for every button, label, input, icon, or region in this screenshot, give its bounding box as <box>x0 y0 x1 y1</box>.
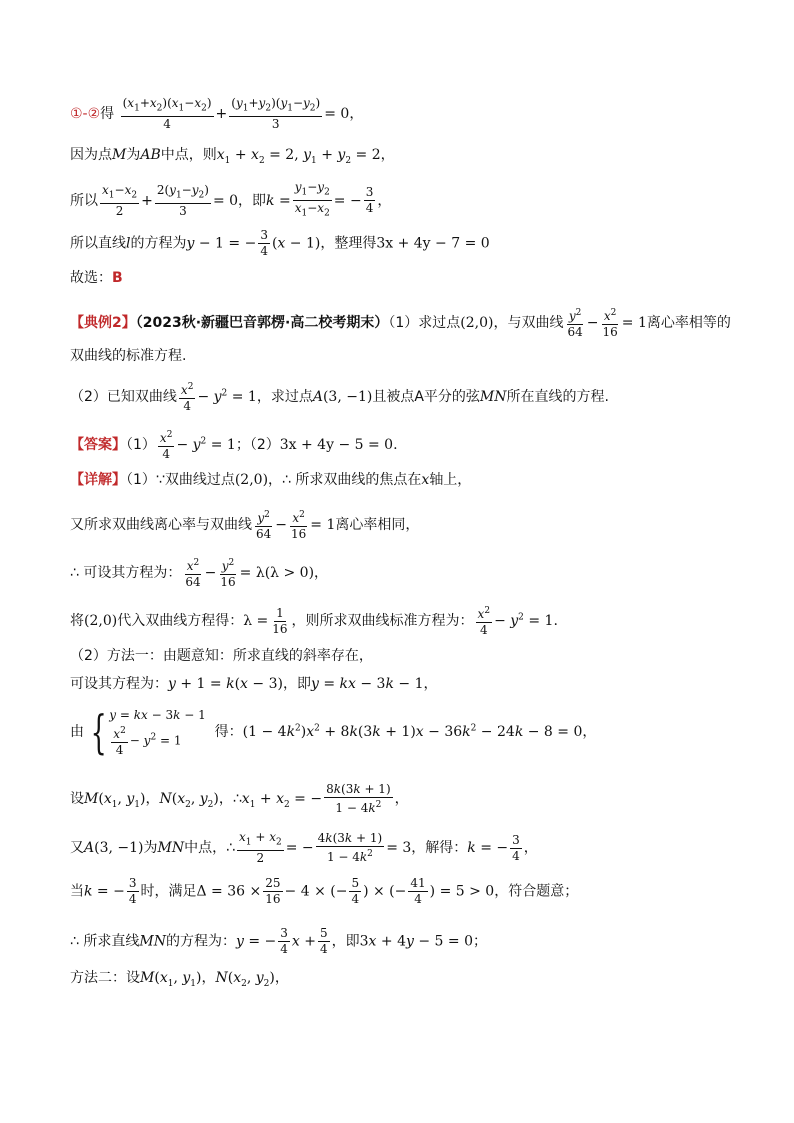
example-source: （2023秋·新疆巴音郭楞·高二校考期末） <box>135 315 389 331</box>
line-slope: 所以 $\frac{x_1-x_2}{2}$ + $\frac{2(y_1-y_2)}{3}$ = 0，即k = $\frac{y_1-y_2}{x_1-x_2}$ = − $\frac{3}{4}$ ， <box>70 180 392 219</box>
text: 所以直线 <box>70 235 126 252</box>
example-2-part2: （2）已知双曲线 $\frac{x^2}{4}$ − $y^2 = 1$，求过点A(3, −1)且被点A平分的弦MN所在直线的方程. <box>70 382 609 413</box>
text: 中点，∴ <box>184 840 236 857</box>
text: ∴ 可设其方程为： <box>70 565 182 581</box>
example-label: 【典例2】 <box>70 315 136 331</box>
method1-line-check: 当k = − $\frac{3}{4}$ 时，满足Δ = 36 × $\frac{25}{16}$ − 4 × (− $\frac{5}{4}$ ) × (− $\frac{41}{4}$ ) = 5 > 0，符合题意； <box>70 876 579 906</box>
method2-line-1: 方法二：设$M(x_1$, $y_1$)，$N(x_2$, $y_2$)， <box>70 970 289 989</box>
text: （1） <box>126 437 156 453</box>
text: ，整理得 <box>320 235 377 252</box>
text: ，求过点 <box>256 389 313 405</box>
text: ，即 <box>331 933 360 950</box>
text: 离心率相同， <box>335 517 420 533</box>
text: 得： <box>214 724 243 740</box>
text: ， <box>380 147 395 163</box>
text: ，与双曲线 <box>493 315 564 331</box>
text: ∴ 所求直线 <box>70 933 140 950</box>
text: 所在直线的方程. <box>506 389 609 405</box>
text: 由 <box>70 724 84 740</box>
method1-system: 由 { y = kx − 3k − 1 $\frac{x^2}{4}$ − $y^2 = 1$ 得：$(1 - 4k^2)x^2 + 8k(3k + 1)x - 36k^2 - 24k - 8 = 0$， <box>70 705 597 759</box>
text: ；（2） <box>235 437 280 453</box>
example-2-part1: 【典例2】（2023秋·新疆巴音郭楞·高二校考期末）（1）求过点(2,0)，与双曲线 $\frac{y^2}{64}$ − $\frac{x^2}{16}$ = 1离心率相等的 <box>70 308 731 339</box>
text: （1） <box>126 472 156 488</box>
fraction-y: $\frac{(y_1+y_2)(y_1-y_2)}{3}$ <box>231 96 321 132</box>
text: 离心率相等的 <box>646 315 731 331</box>
answer-choice: B <box>112 270 123 286</box>
detail-label: 【详解】 <box>70 472 126 488</box>
text: ， <box>314 565 329 581</box>
line-midpoint: 因为点M为AB中点，则$x_1 + x_2 = 2$, $y_1 + y_2 = 2$， <box>70 147 395 166</box>
answer-line: 【答案】（1） $\frac{x^2}{4}$ − $y^2 = 1$；（2）3x + 4y − 5 = 0. <box>70 430 398 461</box>
text: ∵双曲线过点 <box>155 472 235 488</box>
text: ； <box>473 933 487 950</box>
text: ，符合题意； <box>494 883 579 900</box>
text: 为 <box>143 840 158 857</box>
text: 又 <box>70 840 84 857</box>
text: 得 <box>100 106 115 123</box>
line-choice <box>70 268 123 288</box>
text: （1）求过点 <box>388 315 461 331</box>
answer-part2: 3x + 4y − 5 = 0. <box>279 437 398 453</box>
text: 方法二：设 <box>70 970 140 986</box>
text: ，∴ <box>218 791 242 807</box>
equation-system: { y = kx − 3k − 1 $\frac{x^2}{4}$ − $y^2 = 1$ <box>90 705 206 759</box>
detail-line-3: ∴ 可设其方程为： $\frac{x^2}{64}$ − $\frac{y^2}{16}$ = λ(λ > 0)， <box>70 558 329 589</box>
result-equation: 3x + 4y − 7 = 0 <box>376 235 490 252</box>
text: 又所求双曲线离心率与双曲线 <box>70 517 252 533</box>
text: 当 <box>70 883 84 900</box>
detail-line-4: 将(2,0)代入双曲线方程得：λ = $\frac{1}{16}$ ，则所求双曲线标准方程为： $\frac{x^2}{4}$ − $y^2 = 1$. <box>70 605 558 637</box>
text: 因为点 <box>70 147 112 163</box>
text: 将 <box>70 613 84 629</box>
text: ， <box>201 970 216 986</box>
method1-line-sum: 设$M(x_1$, $y_1$)，$N(x_2$, $y_2$)，$\therefore x_1 + x_2$ = − $\frac{8k(3k + 1)}{1 - 4k^2}$ ， <box>70 782 409 815</box>
text: ，则所求双曲线标准方程为： <box>291 613 474 629</box>
line-subtract-equations: ①-②得 $\frac{(x_1+x_2)(x_1-x_2)}{4}$ + $\frac{(y_1+y_2)(y_1-y_2)}{3}$ = 0， <box>70 96 364 132</box>
text: ，解得： <box>411 840 468 857</box>
method1-line-midpoint: 又A(3, −1)为MN中点，∴ $\frac{x_1 + x_2}{2}$ = − $\frac{4k(3k + 1)}{1 - 4k^2}$ = 3，解得：k = − $\frac{3}{4}$ ， <box>70 830 538 866</box>
text: ，∴ 所求双曲线的焦点在 <box>268 472 422 488</box>
text: 为 <box>126 147 141 163</box>
line-equation: 所以直线l的方程为y − 1 = − $\frac{3}{4}$ (x − 1)，整理得3x + 4y − 7 = 0 <box>70 228 490 258</box>
text: （2）方法一：由题意知：所求直线的斜率存在， <box>70 648 373 664</box>
text: 双曲线的标准方程. <box>70 348 187 364</box>
text: 故选： <box>70 270 112 286</box>
detail-line-1: 【详解】（1）∵双曲线过点(2,0)，∴ 所求双曲线的焦点在x轴上， <box>70 472 472 488</box>
method1-line-result: ∴ 所求直线MN的方程为：y = − $\frac{3}{4}$ x + $\frac{5}{4}$ ，即3x + 4y − 5 = 0； <box>70 926 487 956</box>
text: ， <box>377 192 392 209</box>
text: 可设其方程为： <box>70 676 168 692</box>
text: ， <box>349 106 364 123</box>
text: 代入双曲线方程得： <box>117 613 244 629</box>
text: 轴上， <box>429 472 472 488</box>
text: ， <box>274 970 289 986</box>
text: ，即 <box>238 192 267 209</box>
method1-line-2: 可设其方程为：y + 1 = k(x − 3)，即y = kx − 3k − 1， <box>70 676 438 692</box>
fraction-x: $\frac{(x_1+x_2)(x_1-x_2)}{4}$ <box>122 96 212 132</box>
method1-line-1 <box>70 646 373 666</box>
answer-label: 【答案】 <box>70 437 126 453</box>
example-2-part1-cont <box>70 346 186 366</box>
text: （2）已知双曲线 <box>70 389 177 405</box>
text: 的方程为 <box>130 235 187 252</box>
text: ，即 <box>282 676 311 692</box>
text: 所以 <box>70 192 98 209</box>
text: 设 <box>70 791 84 807</box>
text: 中点，则 <box>160 147 217 163</box>
text: 时，满足 <box>140 883 197 900</box>
text: 且被点A平分的弦 <box>372 389 480 405</box>
equation-marker: ①-② <box>70 106 101 123</box>
text: 的方程为： <box>165 933 236 950</box>
detail-line-2: 又所求双曲线离心率与双曲线 $\frac{y^2}{64}$ − $\frac{x^2}{16}$ = 1离心率相同， <box>70 510 420 541</box>
text: ， <box>145 791 160 807</box>
